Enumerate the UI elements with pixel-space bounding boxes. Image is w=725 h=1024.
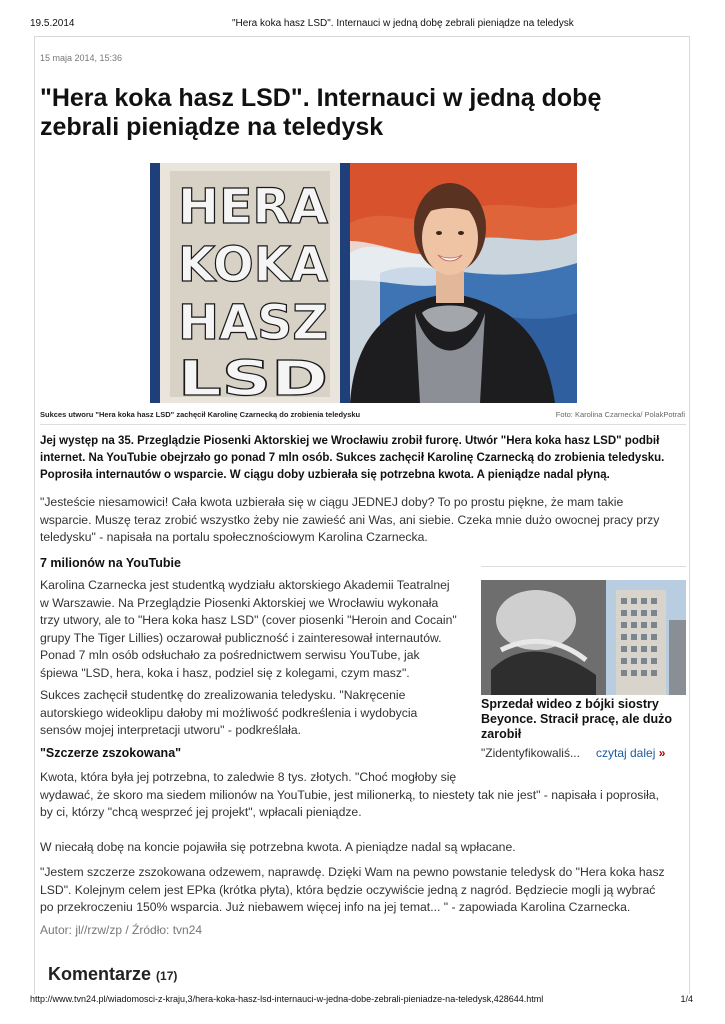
paragraph-line: po przekroczeniu 150% wsparcia. Już niebawem więcej info na jej temat... " - zapowiada Karolina Czarnecka. xyxy=(40,900,631,914)
paragraph-line: śpiewa "LSD, hera, koka i hasz, podziel się z kolegami, czym masz". xyxy=(40,665,410,680)
body-paragraph xyxy=(40,769,659,822)
hero-photo xyxy=(150,163,577,403)
paragraph-line: wsparcie. Muszę teraz zrobić wszystko żeby nie zawieść ani Was, ani siebie. Czeka mnie dużo owocnej pracy przy xyxy=(40,512,660,527)
comments-heading[interactable] xyxy=(48,964,177,985)
paragraph-line: "Jestem szczerze zszokowana odzewem, naprawdę. Dzięki Wam na pewno powstanie teledysk do "Hera koka hasz xyxy=(40,865,665,879)
sidebar-divider xyxy=(481,566,686,567)
hero-poster-word: LSD xyxy=(178,351,328,403)
photo-caption: Sukces utworu "Hera koka hasz LSD" zachęcił Karolinę Czarnecką do zrobienia teledysku xyxy=(40,410,361,419)
paragraph-line: by ci, którzy "chcą wesprzeć jej projekt", wpłacali pieniądze. xyxy=(40,805,362,819)
quote-paragraph xyxy=(40,494,659,547)
print-title: "Hera koka hasz LSD". Internauci w jedną dobę zebrali pieniądze na teledysk xyxy=(232,18,574,29)
paragraph-line: "Jesteście niesamowici! Cała kwota uzbierała się w ciągu JEDNEJ doby? To po prostu piękne, że mam takie xyxy=(40,495,624,509)
comments-label: Komentarze xyxy=(48,964,152,984)
article-lead xyxy=(40,433,685,484)
body-paragraph xyxy=(40,864,665,917)
body-paragraph xyxy=(40,687,417,740)
related-article-excerpt: "Zidentyfikowaliś... xyxy=(481,746,580,760)
paragraph-line: LSD". Kolejnym celem jest EPka (krótka płyta), która będzie oczywiście jedną z nagród. Będziecie mogli ją wybrać xyxy=(40,882,656,897)
divider xyxy=(40,424,686,425)
related-title-line: Sprzedał wideo z bójki siostry xyxy=(481,697,659,711)
body-paragraph: W niecałą dobę na koncie pojawiła się potrzebna kwota. A pieniądze nadal są wpłacane. xyxy=(40,840,516,854)
paragraph-line: autorskiego wideoklipu dałoby mi możliwość podkreślenia i wydobycia xyxy=(40,705,418,720)
paragraph-line: Kwota, która była jej potrzebna, to zaledwie 8 tys. złotych. "Choć mogłoby się xyxy=(40,770,457,784)
read-more-label: czytaj dalej xyxy=(596,746,656,760)
author-source: Autor: jl//rzw/zp / Źródło: tvn24 xyxy=(40,923,203,937)
page-number: 1/4 xyxy=(680,994,693,1004)
body-paragraph xyxy=(40,577,457,682)
paragraph-line: wydawać, że skoro ma siedem milionów na YouTubie, jest milionerką, to niestety tak nie jest" - napisała i poprosiła, xyxy=(40,787,659,802)
article-headline xyxy=(40,84,660,142)
lead-line: Jej występ na 35. Przeglądzie Piosenki Aktorskiej we Wrocławiu zrobił furorę. Utwór "Hera koka hasz LSD" podbił xyxy=(40,435,660,447)
print-header xyxy=(0,0,725,30)
article-date: 15 maja 2014, 15:36 xyxy=(40,53,123,63)
lead-line: internet. Na YouTubie obejrzało go ponad 7 mln osób. Sukces zachęcił Karolinę Czarnecką do zrobienia teledysku. xyxy=(40,452,665,464)
print-date: 19.5.2014 xyxy=(30,18,75,29)
photo-credit: Foto: Karolina Czarnecka/ PolakPotrafi xyxy=(555,410,685,419)
related-article-title[interactable] xyxy=(481,697,686,742)
paragraph-line: Sukces zachęcił studentkę do zrealizowania teledysku. "Nakręcenie xyxy=(40,688,406,702)
hero-poster-word: HERA xyxy=(178,179,328,235)
paragraph-line: w Warszawie. Na Przeglądzie Piosenki Aktorskiej we Wrocławiu wykonała xyxy=(40,595,439,610)
hero-poster-word: HASZ xyxy=(178,295,328,351)
hero-poster-word: KOKA xyxy=(178,237,328,293)
read-more-arrow-icon: » xyxy=(658,746,666,760)
related-title-line: zarobił xyxy=(481,727,522,741)
lead-line: Poprosiła internautów o wsparcie. W ciągu doby uzbierała się potrzebna kwota. A pieniądze nadal płyną. xyxy=(40,469,610,481)
related-article-image[interactable] xyxy=(481,580,686,695)
paragraph-line: grupy The Tiger Lillies) oczarował publiczność i zainteresował internautów. xyxy=(40,630,442,645)
headline-line: zebrali pieniądze na teledysk xyxy=(40,113,384,141)
comments-count: (17) xyxy=(156,969,178,983)
paragraph-line: Ponad 7 mln osób odsłuchało za pośrednictwem serwisu YouTube, jak xyxy=(40,648,420,662)
paragraph-line: Karolina Czarnecka jest studentką wydziału aktorskiego Akademii Teatralnej xyxy=(40,578,450,592)
related-title-line: Beyonce. Stracił pracę, ale dużo xyxy=(481,712,673,726)
paragraph-line: sensów mojej interpretacji utworu" - podkreślała. xyxy=(40,723,302,737)
headline-line: "Hera koka hasz LSD". Internauci w jedną dobę xyxy=(40,84,602,112)
section-heading: "Szczerze zszokowana" xyxy=(40,746,182,760)
print-url: http://www.tvn24.pl/wiadomosci-z-kraju,3/hera-koka-hasz-lsd-internauci-w-jedna-dobe-zebrali-pieniadze-na-teledysk,428644.html xyxy=(30,994,544,1004)
paragraph-line: teledysku" - napisała na portalu społecznościowym Karolina Czarnecka. xyxy=(40,530,428,544)
section-heading: 7 milionów na YouTubie xyxy=(40,556,181,570)
paragraph-line: trzy utwory, ale to "Hera koka hasz LSD" (cover piosenki "Heroin and Cocain" xyxy=(40,613,457,627)
read-more-link[interactable] xyxy=(596,746,665,760)
